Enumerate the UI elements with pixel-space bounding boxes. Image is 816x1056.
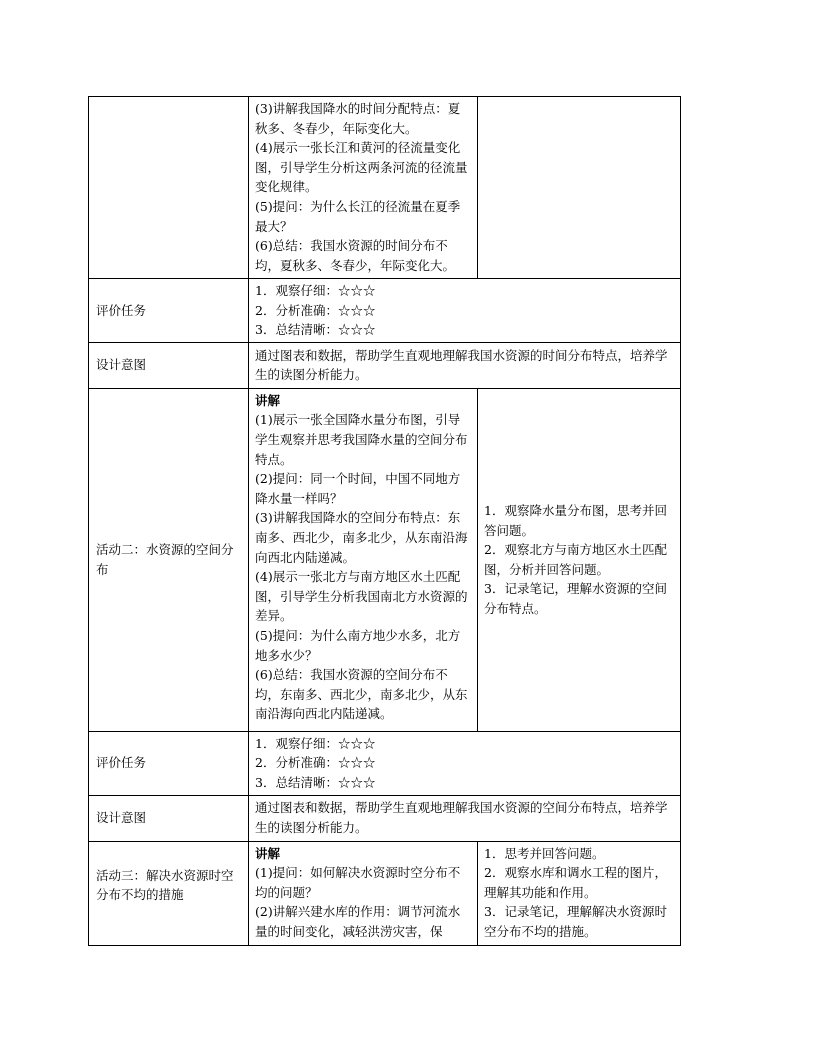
student-step: 2．观察水库和调水工程的图片，理解其功能和作用。 xyxy=(484,865,667,900)
activity1-label-cell xyxy=(89,97,249,279)
teacher-step: (2)讲解兴建水库的作用：调节河流水量的时间变化，减轻洪涝灾害，保 xyxy=(255,904,461,939)
evaluation-label: 评价任务 xyxy=(89,279,249,343)
evaluation-items-cell xyxy=(249,279,681,343)
evaluation-item: 2．分析准确：☆☆☆ xyxy=(255,755,376,771)
evaluation-item: 1．观察仔细：☆☆☆ xyxy=(255,735,376,751)
teacher-step: (6)总结：我国水资源的时间分布不均，夏秋多、冬春少，年际变化大。 xyxy=(255,238,456,273)
activity2-heading: 讲解 xyxy=(255,392,281,408)
evaluation-item: 1．观察仔细：☆☆☆ xyxy=(255,283,376,298)
activity2-student-cell xyxy=(478,388,681,731)
student-step: 3．记录笔记，理解解决水资源时空分布不均的措施。 xyxy=(484,904,667,939)
lesson-plan-page xyxy=(88,96,680,946)
design-intent-row-1 xyxy=(89,342,681,388)
lesson-plan-table xyxy=(88,96,681,946)
teacher-step: (3)讲解我国降水的空间分布特点：东南多、西北少，南多北少，从东南沿海向西北内陆递减。 xyxy=(255,510,468,565)
activity2-row xyxy=(89,388,681,731)
design-intent-label: 设计意图 xyxy=(89,795,249,841)
student-step: 1．思考并回答问题。 xyxy=(484,845,605,861)
evaluation-item: 3．总结清晰：☆☆☆ xyxy=(255,322,376,338)
activity2-teacher-cell xyxy=(249,388,478,731)
evaluation-label: 评价任务 xyxy=(89,731,249,795)
activity3-teacher-cell xyxy=(249,841,478,945)
activity3-label: 活动三：解决水资源时空分布不均的措施 xyxy=(89,841,249,945)
teacher-step: (4)展示一张北方与南方地区水土匹配图，引导学生分析我国南北方水资源的差异。 xyxy=(255,569,468,624)
activity3-student-cell xyxy=(478,841,681,945)
activity2-label: 活动二：水资源的空间分布 xyxy=(89,388,249,731)
student-step: 3．记录笔记，理解水资源的空间分布特点。 xyxy=(484,581,667,616)
teacher-step: (4)展示一张长江和黄河的径流量变化图，引导学生分析这两条河流的径流量变化规律。 xyxy=(255,140,468,195)
design-intent-text: 通过图表和数据，帮助学生直观地理解我国水资源的时间分布特点，培养学生的读图分析能力。 xyxy=(249,342,681,388)
evaluation-items-cell xyxy=(249,731,681,795)
activity3-heading: 讲解 xyxy=(255,845,281,861)
activity1-teacher-cell xyxy=(249,97,478,279)
teacher-step: (5)提问：为什么南方地少水多，北方地多水少？ xyxy=(255,627,461,663)
design-intent-label: 设计意图 xyxy=(89,342,249,388)
activity1-student-cell xyxy=(478,97,681,279)
student-step: 2．观察北方与南方地区水土匹配图，分析并回答问题。 xyxy=(484,542,667,577)
activity3-row xyxy=(89,841,681,945)
evaluation-row-1 xyxy=(89,279,681,343)
teacher-step: (3)讲解我国降水的时间分配特点：夏秋多、冬春少，年际变化大。 xyxy=(255,101,461,136)
evaluation-item: 3．总结清晰：☆☆☆ xyxy=(255,774,376,790)
evaluation-item: 2．分析准确：☆☆☆ xyxy=(255,302,376,318)
teacher-step: (2)提问：同一个时间，中国不同地方降水量一样吗？ xyxy=(255,471,461,506)
teacher-step: (6)总结：我国水资源的空间分布不均，东南多、西北少，南多北少，从东南沿海向西北内陆递减。 xyxy=(255,667,468,722)
design-intent-text: 通过图表和数据，帮助学生直观地理解我国水资源的空间分布特点，培养学生的读图分析能力。 xyxy=(249,795,681,841)
teacher-step: (1)展示一张全国降水量分布图，引导学生观察并思考我国降水量的空间分布特点。 xyxy=(255,412,468,467)
evaluation-row-2 xyxy=(89,731,681,795)
design-intent-row-2 xyxy=(89,795,681,841)
teacher-step: (1)提问：如何解决水资源时空分布不均的问题？ xyxy=(255,865,461,900)
student-step: 1．观察降水量分布图，思考并回答问题。 xyxy=(484,503,667,538)
teacher-step: (5)提问：为什么长江的径流量在夏季最大？ xyxy=(255,198,461,234)
activity1-continued-row xyxy=(89,97,681,279)
